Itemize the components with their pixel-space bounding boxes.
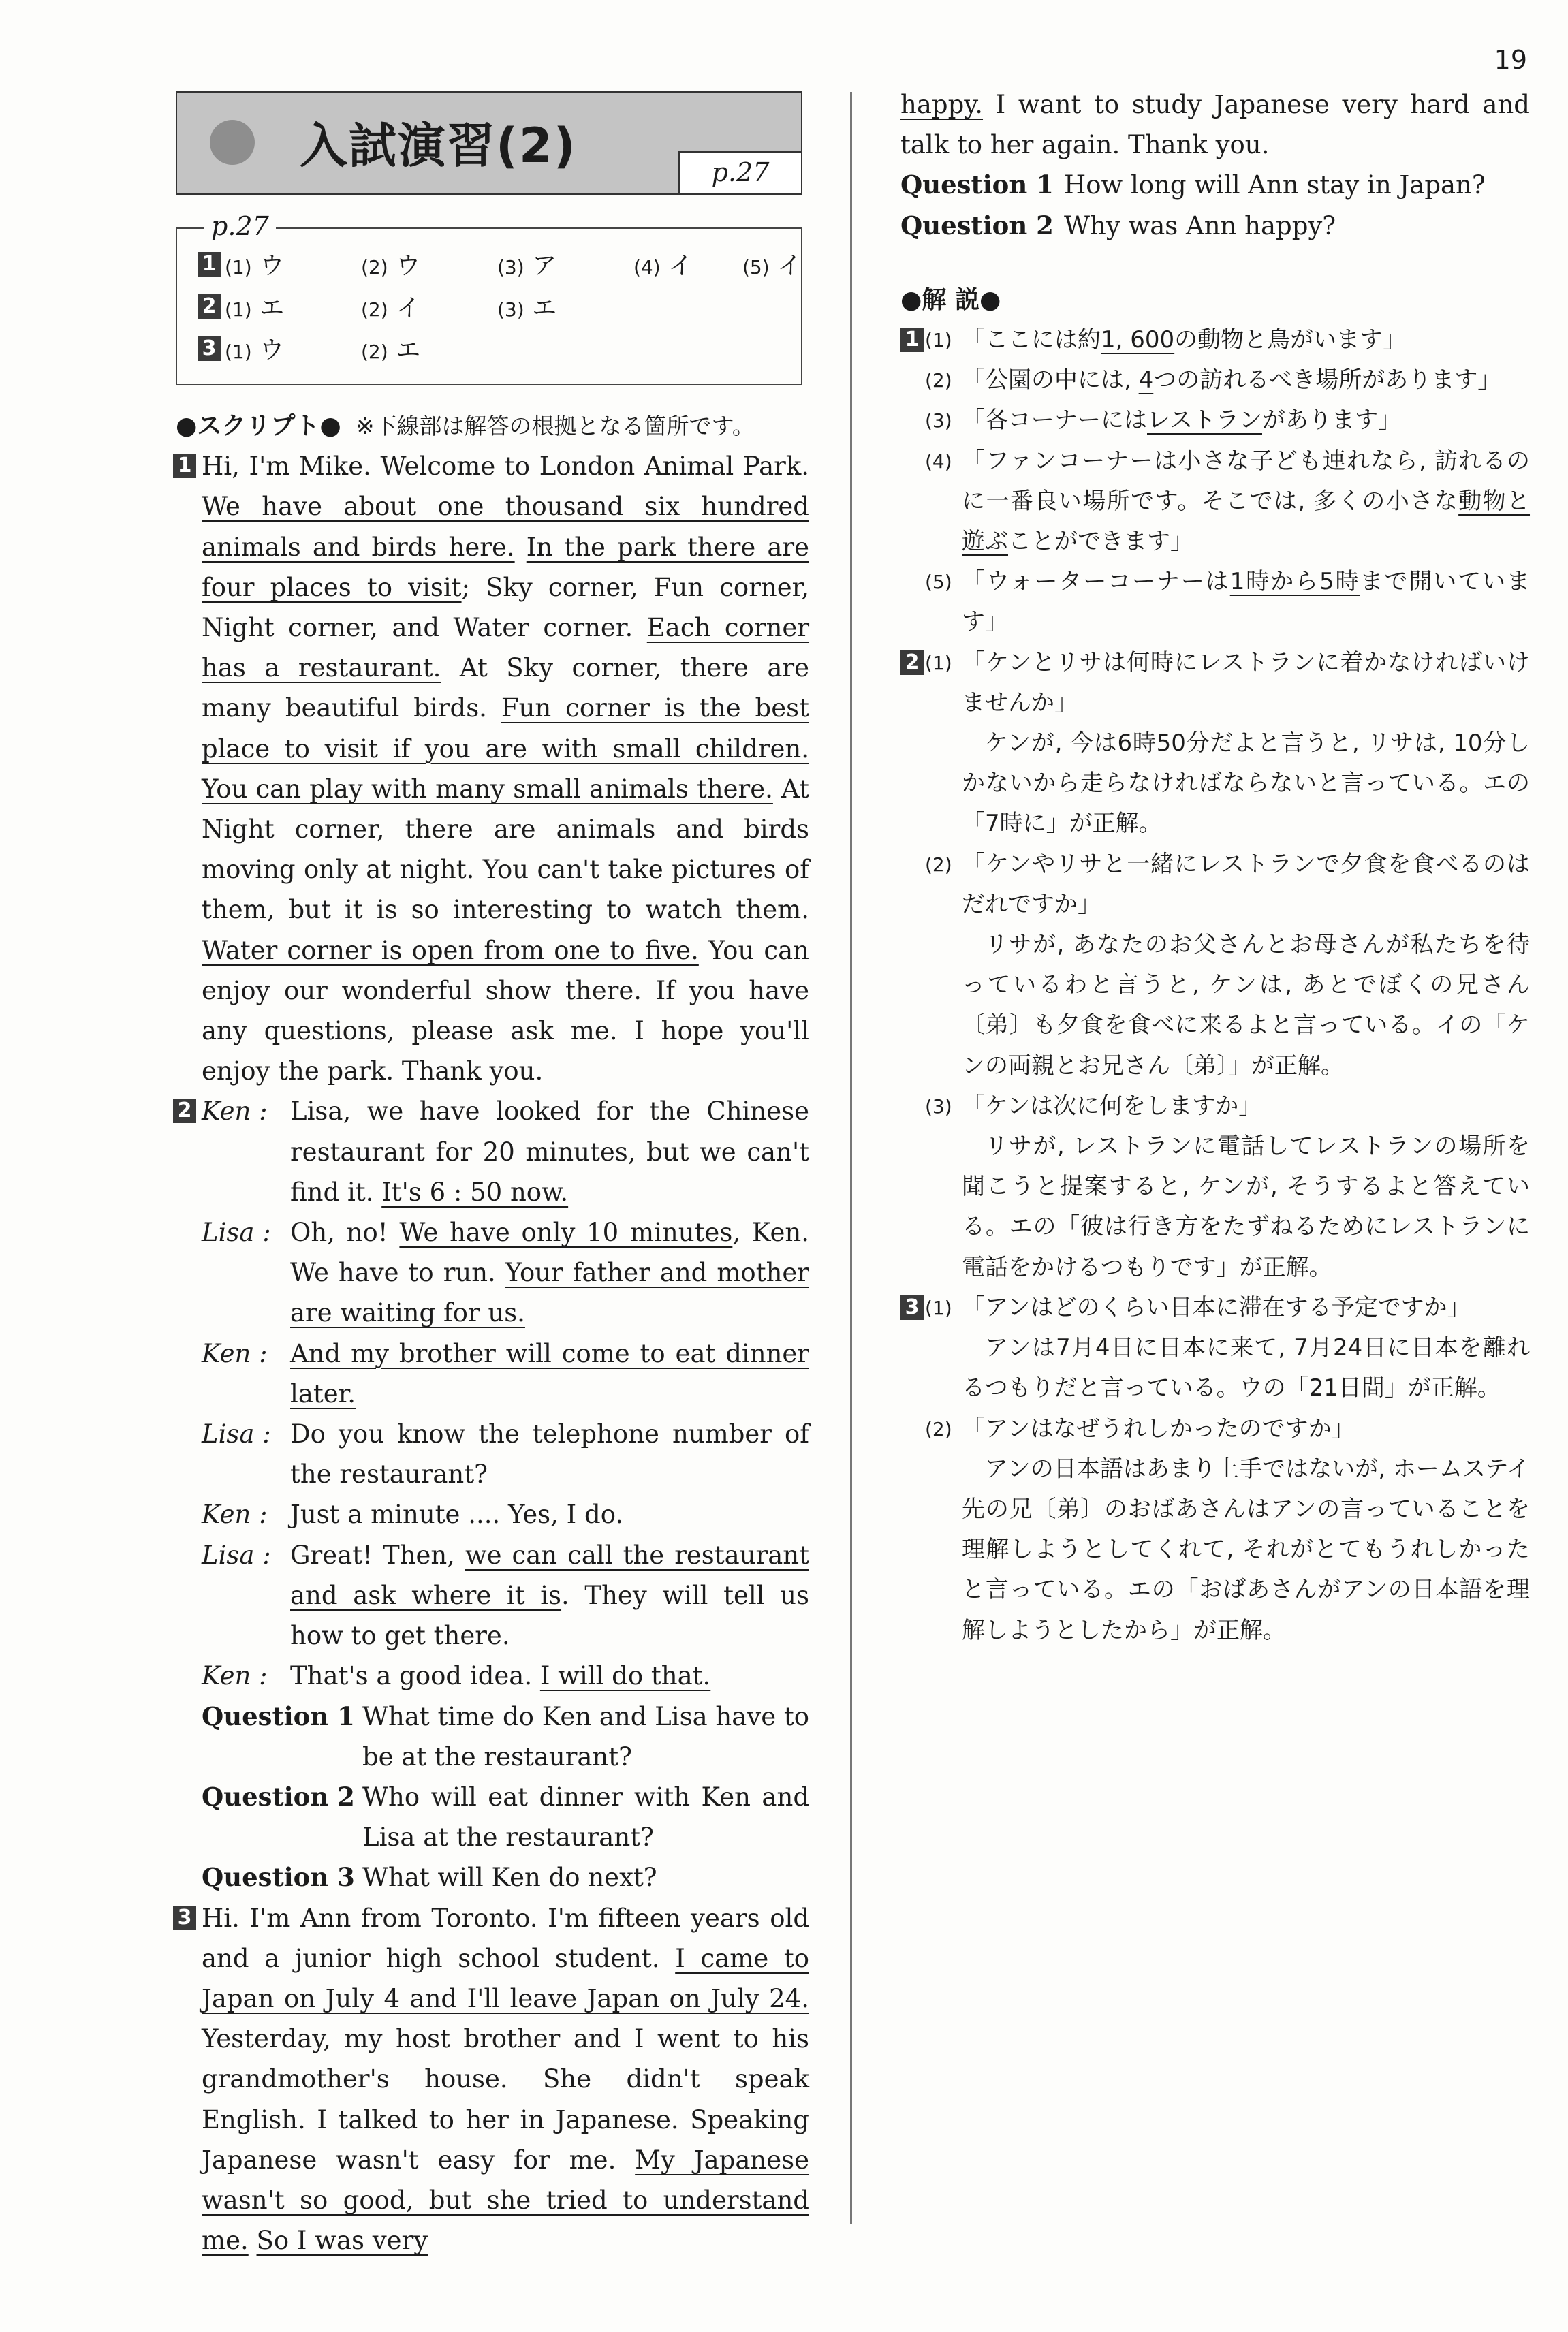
question-line: Question 1 How long will Ann stay in Japan? <box>900 170 1486 200</box>
explanation-item: 1 (1) 「ここには約1, 600の動物と鳥がいます」 <box>900 320 1530 360</box>
explanation-item: 3 (1) 「アンはどのくらい日本に滞在する予定ですか」 アンは7月4日に日本に来て, 7月24日に日本を離れるつもりだと言っている。ウの「21日間」が正解。 <box>900 1288 1530 1409</box>
section-number: 3 <box>198 336 221 361</box>
script-section-1: 1 Hi, I'm Mike. Welcome to London Animal Park. We have about one thousand six hundred animals and birds here. In the park there are four places to visit; Sky corner, Fun corner, Night corner, and Water corner. Each corner has a restaurant. At Sky corner, there are many beautiful birds. Fun corner is the best place to visit if you are with small children. You can play with many small animals there. At Night corner, there are animals and birds moving only at night. You can't take pictures of them, but it is so interesting to watch them. Water corner is open from one to five. You can enjoy our wonderful show there. If you have any questions, please ask me. I hope you'll enjoy the park. Thank you. <box>176 446 809 1091</box>
evidence-underline: Each corner has a restaurant. <box>202 613 810 683</box>
evidence-underline: Water corner is open from one to five. <box>202 935 699 965</box>
explanation-item: (5) 「ウォーターコーナーは1時から5時まで開いています」 <box>925 568 1531 636</box>
section-number: 3 <box>173 1906 196 1930</box>
evidence-underline: You can play with many small animals there. <box>202 774 773 804</box>
script-heading: ●スクリプト● ※下線部は解答の根拠となる箇所です。 <box>176 412 755 440</box>
dialogue-line: Ken : Just a minute .... Yes, I do. <box>202 1500 624 1530</box>
answer-row <box>198 289 633 324</box>
section-number: 2 <box>198 294 221 319</box>
dialogue-line: Lisa : Oh, no! We have only 10 minutes, Ken. We have to run. Your father and mother are waiting for us. <box>202 1218 809 1328</box>
explanation-item: (3) 「各コーナーにはレストランがあります」 <box>925 407 1401 435</box>
question-line: Question 2 Why was Ann happy? <box>900 210 1336 240</box>
dialogue-line: Ken : And my brother will come to eat dinner later. <box>202 1338 809 1408</box>
kaisetsu-heading: ●解 説● <box>900 285 1001 314</box>
dialogue-line: Lisa : Do you know the telephone number of the restaurant? <box>202 1419 809 1490</box>
evidence-underline: We have about one thousand six hundred animals and birds here. <box>202 492 809 562</box>
evidence-underline: In the park there are four places to visit <box>202 532 809 602</box>
script-section-3: 3 Hi. I'm Ann from Toronto. I'm fifteen years old and a junior high school student. I came to Japan on July 4 and I'll leave Japan on July 24. Yesterday, my host brother and I went to his grandmother's house. She didn't speak English. I talked to her in Japanese. Speaking Japanese wasn't easy for me. My Japanese wasn't so good, but she tried to understand me. So I was very <box>176 1898 809 2261</box>
answer-row <box>198 331 497 366</box>
explanation-item: (2) 「ケンやリサと一緒にレストランで夕食を食べるのはだれですか」 リサが, あなたのお父さんとお母さんが私たちを待っているわと言うと, ケンは, あとでぼくの兄さん〔弟〕も夕食を食べに来るよと言っている。イの「ケンの両親とお兄さん〔弟〕」が正解。 <box>925 850 1530 1080</box>
dialogue-line: Lisa : Great! Then, we can call the restaurant and ask where it is. They will tell us how to get there. <box>202 1540 809 1651</box>
explanation-item: (3) 「ケンは次に何をしますか」 リサが, レストランに電話してレストランの場所を聞こうと提案すると, ケンが, そうするよと答えている。エの「彼は行き方をたずねるためにレストランに電話をかけるつもりです」が正解。 <box>925 1092 1530 1281</box>
answer-item: (3) ア <box>497 252 557 280</box>
dialogue-line: Ken : Lisa, we have looked for the Chinese restaurant for 20 minutes, but we can't find it. It's 6 : 50 now. <box>202 1097 809 1207</box>
script-column <box>176 406 809 2260</box>
explanation-item: (4) 「ファンコーナーは小さな子ども連れなら, 訪れるのに一番良い場所です。そこでは, 多くの小さな動物と遊ぶことができます」 <box>925 447 1531 556</box>
answer-key <box>176 211 802 385</box>
answer-item: (1) エ <box>225 294 285 322</box>
answer-key-caption: p.27 <box>204 211 276 241</box>
dialogue-line: Ken : That's a good idea. I will do that. <box>202 1661 711 1691</box>
section-title-box <box>176 91 802 195</box>
script-section-2 <box>176 1091 809 1897</box>
question-line: Question 3 What will Ken do next? <box>202 1862 657 1893</box>
section-number: 2 <box>173 1099 196 1123</box>
title-bullet-icon <box>210 120 255 165</box>
explanation-item: (2) 「公園の中には, 4つの訪れるべき場所があります」 <box>925 366 1501 394</box>
section-number: 1 <box>198 252 221 277</box>
right-column <box>900 84 1530 1651</box>
answer-item: (1) ウ <box>225 252 285 280</box>
page-reference: p.27 <box>678 151 801 193</box>
evidence-underline: Fun corner is the best place to visit if you are with small children. <box>202 693 809 763</box>
page-number: 19 <box>1494 45 1527 75</box>
section-number: 1 <box>173 454 196 478</box>
answer-item: (2) エ <box>361 336 421 364</box>
answer-item: (2) イ <box>361 294 421 322</box>
column-divider <box>850 92 852 2224</box>
answer-item: (4) イ <box>633 252 693 280</box>
answer-item: (2) ウ <box>361 252 421 280</box>
answer-item: (1) ウ <box>225 336 285 364</box>
question-line: Question 1 What time do Ken and Lisa have to be at the restaurant? <box>202 1701 809 1771</box>
kaisetsu-body <box>900 320 1530 1651</box>
explanation-item: 2 (1) 「ケンとリサは何時にレストランに着かなければいけませんか」 ケンが, 今は6時50分だよと言うと, リサは, 10分しかないから走らなければならないと言っている。エの「7時に」が正解。 <box>900 643 1530 845</box>
explanation-item: (2) 「アンはなぜうれしかったのですか」 アンの日本語はあまり上手ではないが, ホームステイ先の兄〔弟〕のおばあさんはアンの言っていることを理解しようとしてくれて, それがとてもうれしかったと言っている。エの「おばあさんがアンの日本語を理解しようとしたから」が正解。 <box>925 1415 1530 1644</box>
question-line: Question 2 Who will eat dinner with Ken and Lisa at the restaurant? <box>202 1781 809 1853</box>
script-section-3-continued: happy. I want to study Japanese very hard and talk to her again. Thank you. <box>900 90 1530 160</box>
answer-item: (5) イ <box>742 252 802 280</box>
answer-item: (3) エ <box>497 294 557 322</box>
answer-row <box>198 247 831 281</box>
section-title: 入試演習(2) <box>300 118 577 174</box>
